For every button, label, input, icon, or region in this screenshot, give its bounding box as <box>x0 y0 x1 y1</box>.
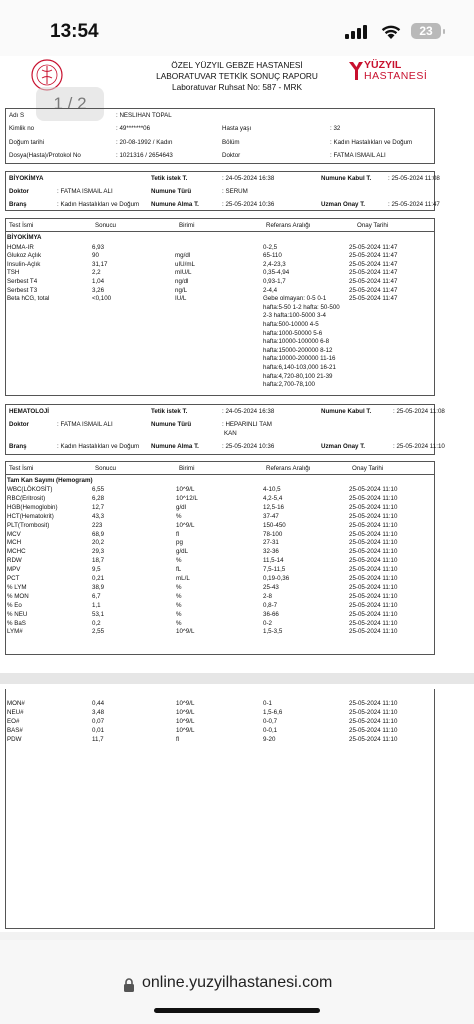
hem-row-birim: % <box>176 557 182 565</box>
hem-row-onay: 25-05-2024 11:10 <box>349 548 398 556</box>
bio-accept-value: : 25-05-2024 11:08 <box>388 175 440 182</box>
hem-row-ref: 2-8 <box>263 592 272 600</box>
bio-request-label: Tetik istek T. <box>151 175 188 182</box>
hem-row-test: HCT(Hematokrit) <box>7 512 54 520</box>
col-reference: Referans Aralığı <box>266 465 311 472</box>
hem-row-sonuc: 223 <box>92 521 103 529</box>
bio-row-onay: 25-05-2024 11:47 <box>349 286 398 294</box>
hem-row-onay: 25-05-2024 11:10 <box>349 628 398 636</box>
department-value: : Kadın Hastalıkları ve Doğum <box>330 139 413 146</box>
bio-row-birim: mg/dl <box>175 252 191 260</box>
bio-sample-type-value: : SERUM <box>222 188 248 195</box>
p2-row-birim: 10^9/L <box>176 708 195 716</box>
p2-row-onay: 25-05-2024 11:10 <box>349 735 398 743</box>
hem-row-birim: g/dl <box>176 503 186 511</box>
hospital-logo-icon <box>348 60 364 82</box>
hem-row-test: % MON <box>7 592 29 600</box>
hem-row-onay: 25-05-2024 11:10 <box>349 583 398 591</box>
p2-row-onay: 25-05-2024 11:10 <box>349 708 398 716</box>
p2-row-test: BAS# <box>7 726 23 734</box>
bio-row-birim: uIU/mL <box>175 260 195 268</box>
hematology-section-label: HEMATOLOJİ <box>9 408 49 415</box>
p2-row-onay: 25-05-2024 11:10 <box>349 726 398 734</box>
p2-row-birim: 10^9/L <box>176 700 195 707</box>
hem-sample-type-label: Numune Türü <box>151 421 192 428</box>
hem-row-birim: pg <box>176 539 183 547</box>
divider <box>5 474 435 475</box>
hem-row-ref: 11,5-14 <box>263 557 284 565</box>
hem-row-sonuc: 68,9 <box>92 530 105 538</box>
doctor-label: Doktor <box>222 152 241 159</box>
hospital-name: ÖZEL YÜZYIL GEBZE HASTANESİ <box>171 60 303 70</box>
bio-row-sonuc: 6,93 <box>92 243 105 251</box>
bio-row-onay: 25-05-2024 11:47 <box>349 277 398 285</box>
department-label: Bölüm <box>222 139 240 146</box>
bio-sample-type-label: Numune Türü <box>151 188 192 195</box>
hem-row-sonuc: 6,55 <box>92 486 105 493</box>
hem-row-sonuc: 6,28 <box>92 494 105 502</box>
patient-name-value: : NESLIHAN TOPAL <box>116 112 172 119</box>
hem-row-ref: 0,8-7 <box>263 601 278 609</box>
hem-row-ref: 27-31 <box>263 539 279 547</box>
cellular-signal-icon <box>345 25 369 39</box>
id-value: : 49*******06 <box>116 125 151 132</box>
bio-row-test: TSH <box>7 269 20 277</box>
hem-row-birim: 10^12/L <box>176 494 198 502</box>
p2-row-sonuc: 11,7 <box>92 735 104 743</box>
bio-doctor-value: : FATMA ISMAIL ALI <box>57 188 113 195</box>
p2-row-onay: 25-05-2024 11:10 <box>349 717 398 725</box>
bio-row-test: Insulin-Açlık <box>7 260 41 268</box>
hem-row-onay: 25-05-2024 11:10 <box>349 619 398 627</box>
lock-icon <box>123 978 135 992</box>
bio-row-sonuc: 2,2 <box>92 269 101 277</box>
bio-row-onay: 25-05-2024 11:47 <box>349 295 398 303</box>
hem-row-ref: 4,2-5,4 <box>263 494 283 502</box>
bio-sampling-label: Numune Alma T. <box>151 201 199 208</box>
age-value: : 32 <box>330 125 341 132</box>
hem-row-birim: 10^9/L <box>176 628 195 636</box>
bio-branch-value: : Kadın Hastalıkları ve Doğum <box>57 201 140 208</box>
hem-row-onay: 25-05-2024 11:10 <box>349 494 398 502</box>
hem-row-ref: 0-2 <box>263 619 272 627</box>
hem-row-test: % LYM <box>7 583 27 591</box>
hem-row-test: LYM# <box>7 628 23 636</box>
hem-branch-label: Branş <box>9 443 27 450</box>
hem-row-birim: % <box>176 592 182 600</box>
hem-row-sonuc: 2,55 <box>92 628 105 636</box>
bio-accept-label: Numune Kabul T. <box>321 175 372 182</box>
p2-row-birim: 10^9/L <box>176 717 195 725</box>
bio-row-birim: ng/dl <box>175 277 189 285</box>
hem-row-birim: 10^9/L <box>176 521 195 529</box>
p2-row-sonuc: 0,01 <box>92 726 105 734</box>
hem-row-birim: % <box>176 601 182 609</box>
hem-row-sonuc: 29,3 <box>92 548 105 556</box>
col-test: Test İsmi <box>9 465 34 472</box>
hem-row-ref: 1,5-3,5 <box>263 628 283 636</box>
hem-sampling-value: : 25-05-2024 10:36 <box>222 443 275 450</box>
bio-doctor-label: Doktor <box>9 188 29 195</box>
p2-row-test: MON# <box>7 700 25 707</box>
hem-row-ref: 0,19-0,36 <box>263 575 290 582</box>
bio-branch-label: Branş <box>9 201 27 208</box>
hem-row-birim: % <box>176 610 182 618</box>
protocol-value: : 1021316 / 2654643 <box>116 152 173 159</box>
bio-row-onay: 25-05-2024 11:47 <box>349 260 398 268</box>
bio-row-test: Glukoz Açlık <box>7 252 42 260</box>
bio-row-sonuc: 1,04 <box>92 277 105 285</box>
hem-approval-value: : 25-05-2024 11:10 <box>393 443 445 450</box>
bio-row-onay: 25-05-2024 11:47 <box>349 252 398 260</box>
id-label: Kimlik no <box>9 125 35 132</box>
hem-row-onay: 25-05-2024 11:10 <box>349 592 398 600</box>
hem-row-sonuc: 12,7 <box>92 503 105 511</box>
hem-row-birim: 10^9/L <box>176 486 195 493</box>
hemogram-group-label: Tam Kan Sayımı (Hemogram) <box>7 477 93 484</box>
hem-row-sonuc: 18,7 <box>92 557 105 565</box>
hem-row-birim: g/dL <box>176 548 189 556</box>
hem-row-onay: 25-05-2024 11:10 <box>349 610 398 618</box>
hem-row-birim: mL/L <box>176 575 190 582</box>
hem-row-onay: 25-05-2024 11:10 <box>349 566 398 574</box>
p2-row-sonuc: 3,48 <box>92 708 105 716</box>
p2-row-sonuc: 0,07 <box>92 717 105 725</box>
hem-row-test: WBC(LÖKOSİT) <box>7 486 53 493</box>
hcg-reference-line: hafta:4,720-80,100 21-39 <box>263 372 333 380</box>
bio-row-test: Serbest T4 <box>7 277 38 285</box>
bio-approval-value: : 25-05-2024 11:47 <box>388 201 440 208</box>
hem-row-ref: 150-450 <box>263 521 286 529</box>
clock: 13:54 <box>50 21 99 42</box>
p2-row-test: EO# <box>7 717 20 725</box>
hem-row-onay: 25-05-2024 11:10 <box>349 503 398 511</box>
col-test: Test İsmi <box>9 222 34 229</box>
hcg-reference-line: hafta:10000-200000 11-16 <box>263 355 336 363</box>
hem-row-test: PCT <box>7 575 20 582</box>
battery-icon: 23 <box>411 23 441 39</box>
home-indicator[interactable] <box>154 1008 320 1013</box>
hem-row-sonuc: 9,5 <box>92 566 101 574</box>
license-number: Laboratuvar Ruhsat No: 587 - MRK <box>171 82 303 92</box>
hem-request-label: Tetik istek T. <box>151 408 188 415</box>
hem-row-birim: % <box>176 512 182 520</box>
hem-row-test: MCV <box>7 530 21 538</box>
bio-row-ref: 2-4,4 <box>263 286 278 294</box>
hcg-reference-line: 2-3 hafta:100-5000 3-4 <box>263 312 326 320</box>
hem-row-sonuc: 43,3 <box>92 512 105 520</box>
hem-row-ref: 4-10,5 <box>263 486 281 493</box>
hcg-reference-line: hafta:1000-50000 5-6 <box>263 329 323 337</box>
hem-accept-value: : 25-05-2024 11:08 <box>393 408 445 415</box>
p2-row-birim: 10^9/L <box>176 726 195 734</box>
biochemistry-section-label: BİYOKİMYA <box>9 175 44 182</box>
bio-row-test: Serbest T3 <box>7 286 38 294</box>
col-result: Sonucu <box>95 465 116 472</box>
p2-row-test: NEU# <box>7 708 24 716</box>
hcg-reference-line: hafta:2,700-78,100 <box>263 381 315 389</box>
col-unit: Birimi <box>179 465 195 472</box>
hcg-reference-line: hafta:6,140-103,000 16-21 <box>263 363 336 371</box>
hem-row-onay: 25-05-2024 11:10 <box>349 557 398 565</box>
birth-date-value: : 20-08-1992 / Kadın <box>116 139 173 146</box>
p2-row-birim: fl <box>176 735 180 743</box>
hem-row-onay: 25-05-2024 11:10 <box>349 601 398 609</box>
bio-approval-label: Uzman Onay T. <box>321 201 366 208</box>
hcg-reference-line: hafta:500-10000 4-5 <box>263 320 319 328</box>
hem-row-test: MCHC <box>7 548 26 556</box>
hem-row-onay: 25-05-2024 11:10 <box>349 512 398 520</box>
biochemistry-group-label: BİYOKİMYA <box>7 234 42 241</box>
col-result: Sonucu <box>95 222 116 229</box>
hem-row-birim: % <box>176 583 182 591</box>
hem-row-test: RDW <box>7 557 22 565</box>
hem-row-sonuc: 0,21 <box>92 575 105 582</box>
bio-sampling-value: : 25-05-2024 10:36 <box>222 201 275 208</box>
hem-branch-value: : Kadın Hastalıkları ve Doğum <box>57 443 140 450</box>
col-unit: Birimi <box>179 222 195 229</box>
hem-row-test: % NEU <box>7 610 28 618</box>
hem-row-test: HGB(Hemoglobin) <box>7 503 58 511</box>
hem-row-ref: 25-43 <box>263 583 279 591</box>
bio-row-birim: IU/L <box>175 295 187 303</box>
report-title: LABORATUVAR TETKİK SONUÇ RAPORU <box>156 71 318 81</box>
hem-row-test: % BaS <box>7 619 26 627</box>
hem-row-ref: 32-36 <box>263 548 279 556</box>
hem-row-sonuc: 0,2 <box>92 619 101 627</box>
p2-row-ref: 0-0,7 <box>263 717 278 725</box>
url-text[interactable]: online.yuzyilhastanesi.com <box>142 974 333 991</box>
col-reference: Referans Aralığı <box>266 222 311 229</box>
hem-row-test: RBC(Eritrosit) <box>7 494 46 502</box>
bio-row-test: HOMA-IR <box>7 243 34 251</box>
hem-doctor-label: Doktor <box>9 421 29 428</box>
hem-row-test: PLT(Trombosit) <box>7 521 50 529</box>
hem-row-ref: 12,5-16 <box>263 503 284 511</box>
bio-row-sonuc: 90 <box>92 252 99 260</box>
protocol-label: Dosya(Hasta)/Protokol No <box>9 152 81 159</box>
hem-row-birim: fL <box>176 566 182 574</box>
p2-row-sonuc: 0,44 <box>92 700 105 707</box>
bio-row-birim: ng/L <box>175 286 188 294</box>
hcg-reference-line: hafta:15000-200000 8-12 <box>263 346 333 354</box>
divider <box>5 231 435 232</box>
hem-row-onay: 25-05-2024 11:10 <box>349 539 398 547</box>
patient-name-label: Adı S <box>9 112 25 119</box>
hem-row-onay: 25-05-2024 11:10 <box>349 575 398 582</box>
p2-row-ref: 0-1 <box>263 700 272 707</box>
hem-row-ref: 37-47 <box>263 512 279 520</box>
bio-row-ref: 2,4-23,3 <box>263 260 286 268</box>
col-approval: Onay Tarihi <box>352 465 384 472</box>
bio-row-sonuc: 31,17 <box>92 260 108 268</box>
p2-row-ref: 0-0,1 <box>263 726 278 734</box>
hem-row-sonuc: 6,7 <box>92 592 101 600</box>
wifi-icon <box>380 23 402 40</box>
logo-text-bottom: HASTANESİ <box>364 70 428 82</box>
bio-row-test: Beta hCG, total <box>7 295 50 303</box>
status-bar <box>0 0 474 56</box>
hem-row-onay: 25-05-2024 11:10 <box>349 521 398 529</box>
hem-row-ref: 36-66 <box>263 610 279 618</box>
age-label: Hasta yaşı <box>222 125 252 132</box>
battery-tip <box>443 29 445 34</box>
hem-row-sonuc: 1,1 <box>92 601 101 609</box>
hem-sample-type-value-2: KAN <box>224 430 237 437</box>
hem-row-birim: fl <box>176 530 180 538</box>
hem-doctor-value: : FATMA ISMAIL ALI <box>57 421 113 428</box>
hem-sample-type-value: : HEPARINLI TAM <box>222 421 272 428</box>
logo-text-top: YÜZYIL <box>364 59 402 71</box>
hem-row-sonuc: 53,1 <box>92 610 105 618</box>
bio-row-ref: Gebe olmayan: 0-5 0-1 <box>263 295 327 303</box>
bio-row-onay: 25-05-2024 11:47 <box>349 243 398 251</box>
p2-row-test: PDW <box>7 735 22 743</box>
bio-row-ref: 0,93-1,7 <box>263 277 286 285</box>
doctor-value: : FATMA ISMAIL ALI <box>330 152 386 159</box>
bio-row-sonuc: <0,100 <box>92 295 112 303</box>
hem-row-sonuc: 38,9 <box>92 583 105 591</box>
p2-row-ref: 1,5-6,6 <box>263 708 283 716</box>
hem-sampling-label: Numune Alma T. <box>151 443 199 450</box>
hcg-reference-line: hafta:5-50 1-2 hafta: 50-500 <box>263 303 340 311</box>
bio-row-ref: 0,35-4,94 <box>263 269 290 277</box>
bio-row-ref: 65-110 <box>263 252 282 260</box>
page-separator <box>0 673 474 684</box>
hem-row-ref: 7,5-11,5 <box>263 566 286 574</box>
hem-row-test: MCH <box>7 539 22 547</box>
hem-row-onay: 25-05-2024 11:10 <box>349 486 398 493</box>
hem-row-onay: 25-05-2024 11:10 <box>349 530 398 538</box>
page-indicator: 1 / 2 <box>36 87 104 121</box>
col-approval: Onay Tarihi <box>357 222 389 229</box>
bio-request-value: : 24-05-2024 16:38 <box>222 175 275 182</box>
bio-row-onay: 25-05-2024 11:47 <box>349 269 398 277</box>
bio-row-birim: mIU/L <box>175 269 192 277</box>
p2-row-ref: 9-20 <box>263 735 276 743</box>
hem-row-birim: % <box>176 619 182 627</box>
hem-accept-label: Numune Kabul T. <box>321 408 372 415</box>
hem-row-test: % Eo <box>7 601 22 609</box>
bio-row-sonuc: 3,26 <box>92 286 105 294</box>
hem-row-sonuc: 20,2 <box>92 539 105 547</box>
bio-row-ref: 0-2,5 <box>263 243 278 251</box>
hem-row-ref: 78-100 <box>263 530 283 538</box>
hem-request-value: : 24-05-2024 16:38 <box>222 408 275 415</box>
hem-approval-label: Uzman Onay T. <box>321 443 366 450</box>
hem-row-test: MPV <box>7 566 21 574</box>
hcg-reference-line: hafta:10000-100000 6-8 <box>263 338 330 346</box>
birth-date-label: Doğum tarihi <box>9 139 45 146</box>
p2-row-onay: 25-05-2024 11:10 <box>349 700 398 707</box>
